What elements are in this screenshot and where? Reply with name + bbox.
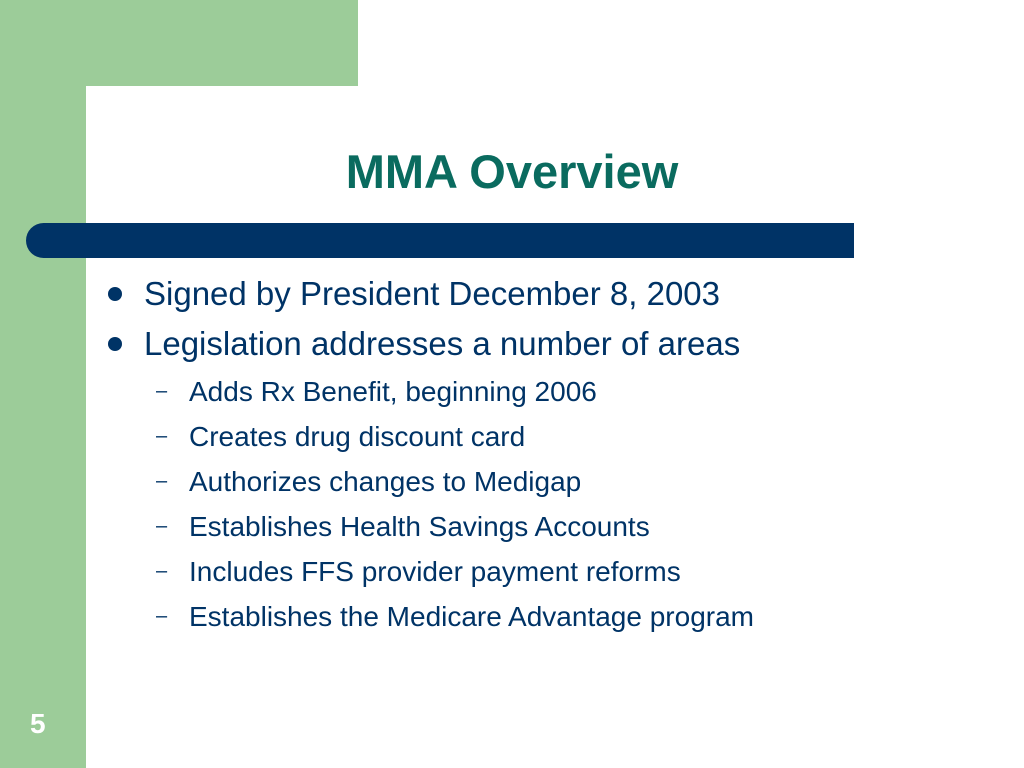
sub-bullet-text: Authorizes changes to Medigap	[189, 466, 582, 497]
sub-bullet-item	[100, 549, 1000, 594]
page-number: 5	[30, 708, 46, 739]
sub-bullet-item	[100, 369, 1000, 414]
dash-icon: –	[156, 515, 168, 537]
bullet-item	[100, 319, 1000, 369]
sub-bullet-text: Adds Rx Benefit, beginning 2006	[189, 376, 597, 407]
dash-icon: –	[156, 470, 168, 492]
sub-bullet-text: Establishes Health Savings Accounts	[189, 511, 650, 542]
dash-icon: –	[156, 380, 168, 402]
bullet-dot-icon	[108, 287, 122, 301]
bullet-text: Legislation addresses a number of areas	[144, 325, 741, 362]
slide-title: MMA Overview	[345, 145, 679, 198]
dash-icon: –	[156, 425, 168, 447]
title-divider-bar	[26, 223, 854, 258]
bullet-item	[100, 269, 1000, 319]
dash-icon: –	[156, 560, 168, 582]
green-sidebar-decoration	[0, 0, 86, 768]
bullet-list	[100, 269, 1000, 639]
green-top-decoration	[0, 0, 358, 86]
sub-bullet-text: Creates drug discount card	[189, 421, 526, 452]
dash-icon: –	[156, 605, 168, 627]
bullet-text: Signed by President December 8, 2003	[144, 275, 721, 312]
bullet-dot-icon	[108, 337, 122, 351]
sub-bullet-item	[100, 504, 1000, 549]
sub-bullet-item	[100, 414, 1000, 459]
sub-bullet-text: Establishes the Medicare Advantage program	[189, 601, 754, 632]
sub-bullet-text: Includes FFS provider payment reforms	[189, 556, 681, 587]
sub-bullet-item	[100, 594, 1000, 639]
sub-bullet-item	[100, 459, 1000, 504]
